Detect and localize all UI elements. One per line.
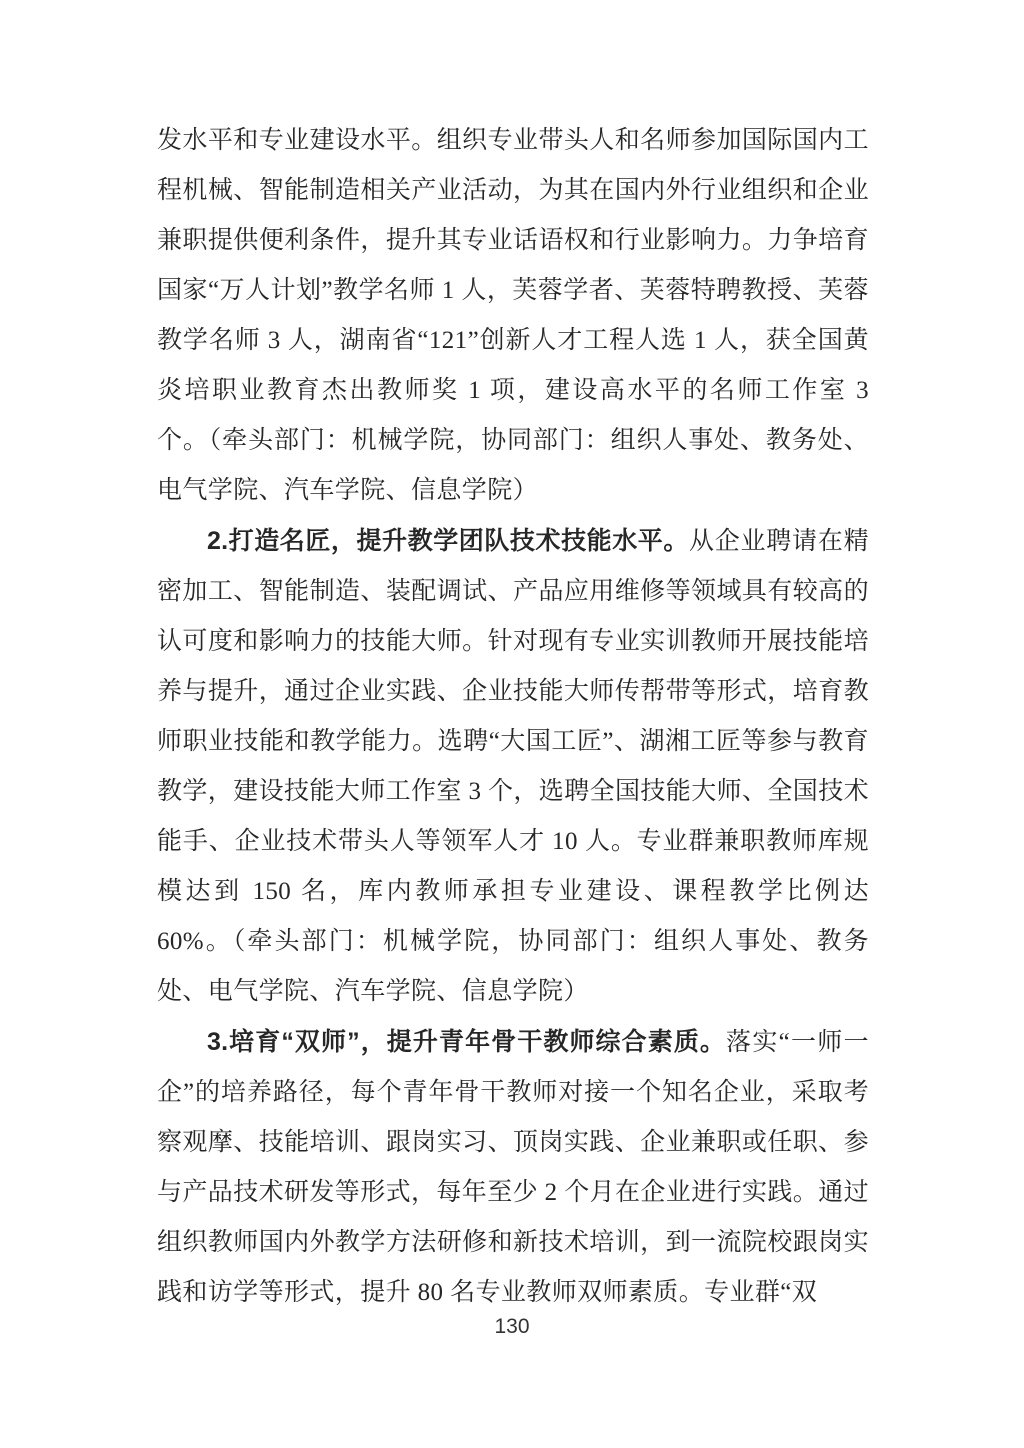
paragraph-heading: 2.打造名匠，提升教学团队技术技能水平。 bbox=[207, 527, 689, 555]
paragraph-text: 落实“一师一企”的培养路径，每个青年骨干教师对接一个知名企业，采取考察观摩、技能培训、跟岗实习、顶岗实践、企业兼职或任职、参与产品技术研发等形式，每年至少 2 个月在企业进行实践。通过组织教师国内外教学方法研修和新技术培训，到一流院校跟岗实践和访学等形式，提升 80 名专业教师双师素质。专业群“双 bbox=[157, 1029, 870, 1306]
page-number: 130 bbox=[494, 1315, 530, 1338]
paragraph-heading: 3.培育“双师”，提升青年骨干教师综合素质。 bbox=[207, 1028, 727, 1056]
paragraph-text: 发水平和专业建设水平。组织专业带头人和名师参加国际国内工程机械、智能制造相关产业活动，为其在国内外行业组织和企业兼职提供便利条件，提升其专业话语权和行业影响力。力争培育国家“万人计划”教学名师 1 人，芙蓉学者、芙蓉特聘教授、芙蓉教学名师 3 人，湖南省“121”创新人才工程人选 1 人，获全国黄炎培职业教育杰出教师奖 1 项，建设高水平的名师工作室 3 个。（牵头部门：机械学院，协同部门：组织人事处、教务处、电气学院、汽车学院、信息学院） bbox=[157, 127, 869, 504]
paragraph-item-3 bbox=[157, 1017, 869, 1318]
paragraph-item-2 bbox=[157, 516, 869, 1017]
paragraph-continuation bbox=[157, 116, 869, 516]
document-body bbox=[157, 116, 869, 1318]
paragraph-text: 从企业聘请在精密加工、智能制造、装配调试、产品应用维修等领域具有较高的认可度和影响力的技能大师。针对现有专业实训教师开展技能培养与提升，通过企业实践、企业技能大师传帮带等形式，培育教师职业技能和教学能力。选聘“大国工匠”、湖湘工匠等参与教育教学，建设技能大师工作室 3 个，选聘全国技能大师、全国技术能手、企业技术带头人等领军人才 10 人。专业群兼职教师库规模达到 150 名，库内教师承担专业建设、课程教学比例达 60%。（牵头部门：机械学院，协同部门：组织人事处、教务处、电气学院、汽车学院、信息学院） bbox=[157, 528, 870, 1005]
